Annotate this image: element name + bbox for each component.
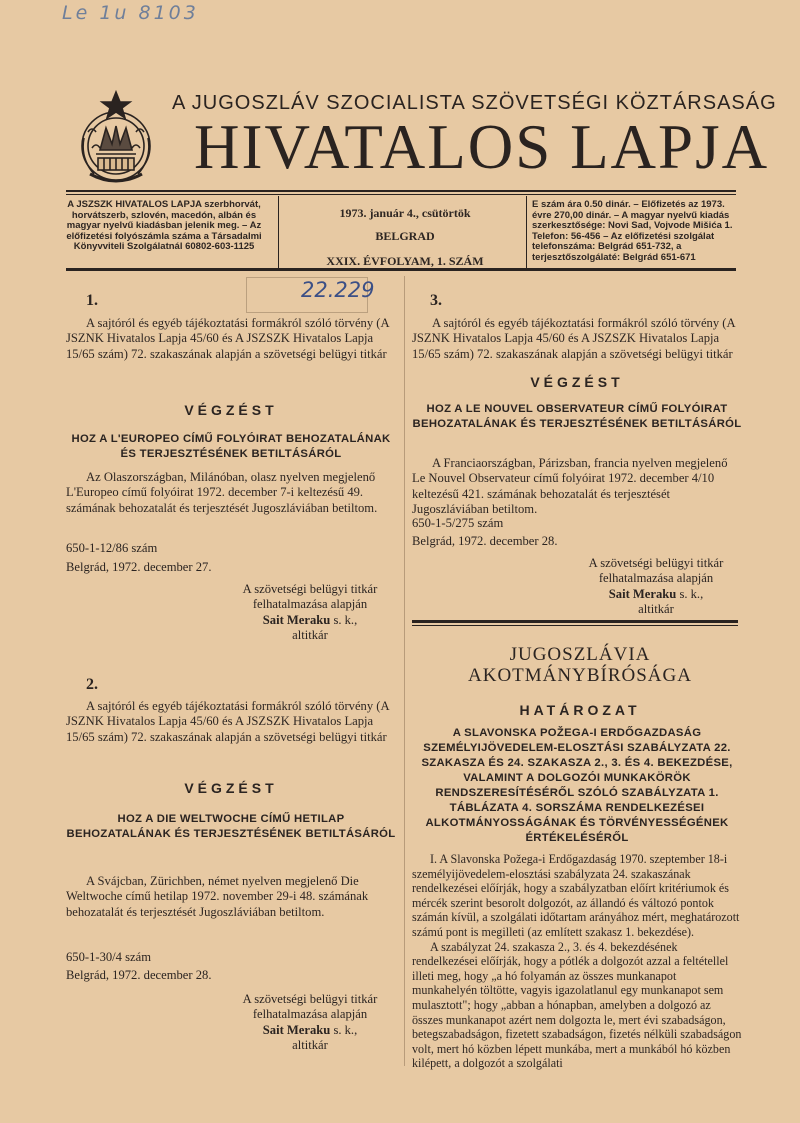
subscription-info-left: A JSZSZK HIVATALOS LAPJA szerbhorvát, horvátszerb, szlovén, macedón, albán és magyar nyelvű kiadásban jelenik meg. – Az előfizetési folyószámla száma a Társadalmi Könyvviteli Szolgálatnál 60802-603-1125 [66, 199, 262, 252]
section-1-intro: A sajtóról és egyéb tájékoztatási formákról szóló törvény (A JSZNK Hivatalos Lapja 45/60 és A JSZSZK Hivatalos Lapja 15/65 szám) 72. szakaszának alapján a szövetségi belügyi titkár [66, 316, 389, 361]
section-3-sig-title: altitkár [638, 602, 674, 617]
court-name-line2: AKOTMÁNYBÍRÓSÁGA [468, 665, 692, 686]
gazette-title: HIVATALOS LAPJA [194, 112, 770, 182]
section-1-signature [210, 582, 410, 644]
section-3-sig-line2: felhatalmazása alapján [598, 571, 714, 586]
section-2-ref: 650-1-30/4 szám [66, 950, 151, 964]
section-2-sig-sk: s. k., [333, 1022, 358, 1037]
section-2-body: A Svájcban, Zürichben, német nyelven megjelenő Die Weltwoche című hetilap 1972. november 29-i 48. számának behozatalát és terjesztését Jugoszláviában betiltom. [66, 874, 369, 919]
section-3-number: 3. [430, 292, 442, 309]
subscription-info-right: E szám ára 0.50 dinár. – Előfizetés az 1973. évre 270,00 dinár. – A magyar nyelvű kiadás szerkesztősége: Novi Sad, Vojvode Mišića 1. Telefon: 56-456 – Az előfizetési szolgálat telefonszáma: Belgrád 651-732, a terjesztőszolgálaté: Belgrád 651-671 [532, 199, 733, 263]
section-3-sig-sk: s. k., [679, 586, 704, 601]
section-2-sig-line1: A szövetségi belügyi titkár [242, 992, 378, 1006]
court-rule-thin [412, 625, 738, 626]
section-1-sig-line1: A szövetségi belügyi titkár [242, 582, 378, 596]
section-2-heading: VÉGZÉST [184, 780, 278, 796]
section-2-intro: A sajtóról és egyéb tájékoztatási formákról szóló törvény (A JSZNK Hivatalos Lapja 45/60 és A JSZSZK Hivatalos Lapja 15/65 szám) 72. szakaszának alapján a szövetségi belügyi titkár [66, 699, 389, 744]
header-rule-top-thin [66, 194, 736, 195]
section-1-ref: 650-1-12/86 szám [66, 541, 158, 555]
issue-info [300, 200, 510, 269]
section-2-sig-line2: felhatalmazása alapján [252, 1007, 368, 1022]
section-3-heading: VÉGZÉST [530, 374, 624, 390]
section-1-body: Az Olaszországban, Milánóban, olasz nyelven megjelenő L'Europeo című folyóirat 1972. december 7-i keltezésű 49. számának behozatalát és terjesztését Jugoszláviában betiltom. [66, 470, 378, 515]
court-text [412, 852, 742, 1071]
archive-stamp [246, 277, 375, 313]
section-2-number: 2. [86, 676, 98, 693]
court-paragraph-2: A szabályzat 24. szakasza 2., 3. és 4. bekezdésének rendelkezései előírják, hogy a pótlék a dolgozót azzal a feltétellel illeti meg, hogy „a hó folyamán az összes munkanapot munkahelyén töltötte, vagyis igazolatlanul egy munkanapot sem mulasztott"; hogy „abban a hónapban, amelyben a dolgozó az összes munkanapot azért nem dolgozta le, mert évi szabadságon, betegszabadságon, fizetett szabadságon, fizetés nélküli szabadságon volt, mert hó közben lépett munkába, mert a munkából hó közben kilépett, a dolgozót a szolgálati [412, 939, 742, 1071]
court-subheading: A SLAVONSKA POŽEGA-I ERDŐGAZDASÁG SZEMÉLYIJÖVEDELEM-ELOSZTÁSI SZABÁLYZATA 22. SZAKASZA ÉS 24. SZAKASZA 2., 3. ÉS 4. BEKEZDÉSE, VALAMINT A DOLGOZÓI MUNKAKÖRÖK RENDSZERESÍTÉSÉRŐL SZÓLÓ SZABÁLYZATA 1. TÁBLÁZATA 4. SORSZÁMA RENDELKEZÉSEI ALKOTMÁNYOSSÁGÁNAK ÉS TÖRVÉNYESSÉGÉNEK ÉRTÉKELÉSÉRŐL [421, 727, 733, 844]
section-1-number: 1. [86, 292, 98, 309]
court-rule-thick [412, 620, 738, 623]
section-3-sig-name: Sait Meraku [608, 586, 677, 601]
handwritten-note: Le 1u 8103 [62, 2, 199, 24]
section-2-signature [210, 992, 410, 1054]
section-1-sig-name: Sait Meraku [262, 612, 331, 627]
section-3-sig-line1: A szövetségi belügyi titkár [588, 556, 724, 570]
header-separator-right [526, 196, 527, 268]
column-separator [404, 276, 405, 1066]
header-separator-left [278, 196, 279, 268]
section-2-sig-title: altitkár [292, 1038, 328, 1053]
section-2-place-date: Belgrád, 1972. december 28. [66, 968, 212, 982]
stamp-number: 22.229 [301, 278, 375, 302]
section-1-heading: VÉGZÉST [184, 402, 278, 418]
court-name-line1: JUGOSZLÁVIA [509, 644, 651, 665]
section-1-place-date: Belgrád, 1972. december 27. [66, 560, 212, 574]
section-1-subheading: HOZ A L'EUROPEO CÍMŰ FOLYÓIRAT BEHOZATALÁNAK ÉS TERJESZTÉSÉNEK BETILTÁSÁRÓL [71, 433, 391, 460]
section-1-sig-line2: felhatalmazása alapján [252, 597, 368, 612]
gazette-supertitle: A JUGOSZLÁV SZOCIALISTA SZÖVETSÉGI KÖZTÁRSASÁG [172, 92, 777, 114]
section-3-subheading: HOZ A LE NOUVEL OBSERVATEUR CÍMŰ FOLYÓIRAT BEHOZATALÁNAK ÉS TERJESZTÉSÉNEK BETILTÁSÁRÓL [412, 403, 742, 430]
section-3-signature [556, 556, 756, 618]
court-heading: HATÁROZAT [519, 702, 641, 718]
section-2-sig-name: Sait Meraku [262, 1022, 331, 1037]
section-3-intro: A sajtóról és egyéb tájékoztatási formákról szóló törvény (A JSZNK Hivatalos Lapja 45/60 és A JSZSZK Hivatalos Lapja 15/65 szám) 72. szakaszának alapján a szövetségi belügyi titkár [412, 316, 735, 361]
section-3-place-date: Belgrád, 1972. december 28. [412, 534, 558, 548]
issue-volume: XXIX. ÉVFOLYAM, 1. SZÁM [326, 254, 484, 268]
state-emblem-icon [70, 88, 162, 188]
header-rule-top [66, 190, 736, 192]
issue-city: BELGRAD [375, 229, 435, 243]
court-paragraph-1: I. A Slavonska Požega-i Erdőgazdaság 1970. szeptember 18-i személyijövedelem-elosztási szabályzata 24. szakaszának rendelkezései előírják, hogy a szabályzatban előírt kritériumok és mércék szerint besorolt dolgozót, az állandó és változó pontok számán kívül, a szolgálati időtartam arányához mért, meghatározott számú pont is megilleti (az említett szakasz 1. bekezdése). [412, 852, 740, 939]
section-2-subheading: HOZ A DIE WELTWOCHE CÍMŰ HETILAP BEHOZATALÁNAK ÉS TERJESZTÉSÉNEK BETILTÁSÁRÓL [66, 813, 396, 840]
section-1-sig-sk: s. k., [333, 612, 358, 627]
section-3-ref: 650-1-5/275 szám [412, 516, 504, 530]
section-3-body: A Franciaországban, Párizsban, francia nyelven megjelenő Le Nouvel Observateur című folyóirat 1972. december 4/10 keltezésű 421. számának behozatalát és terjesztését Jugoszláviában betiltom. [412, 456, 728, 517]
section-1-sig-title: altitkár [292, 628, 328, 643]
court-name [420, 644, 740, 686]
issue-date: 1973. január 4., csütörtök [339, 206, 471, 220]
